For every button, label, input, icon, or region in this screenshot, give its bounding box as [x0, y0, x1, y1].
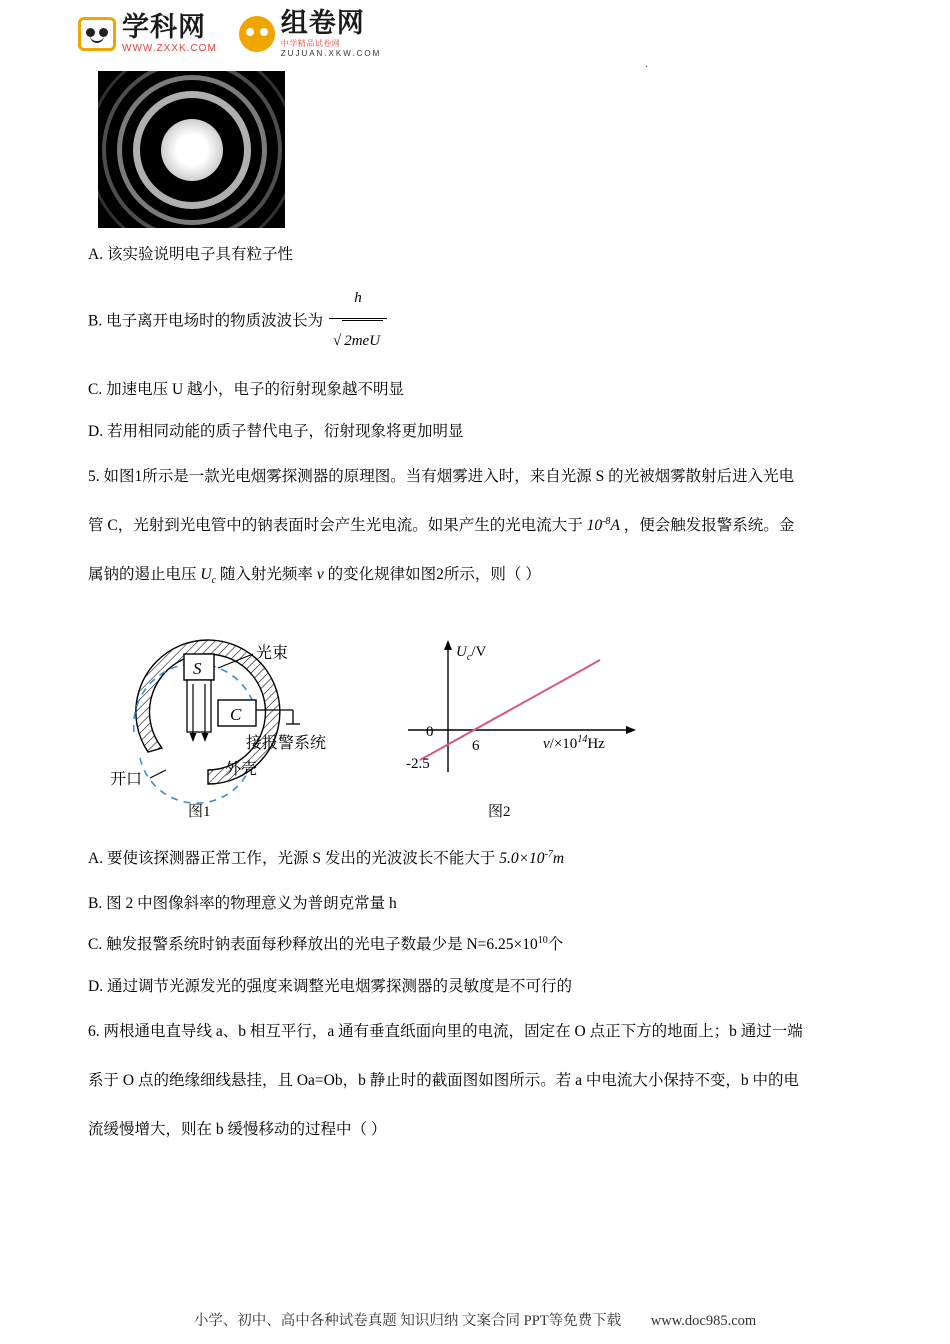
fraction-denominator: √ 2meU [329, 318, 387, 361]
document-content-lower [88, 840, 878, 1159]
footer-site-link[interactable]: www.doc985.com [650, 1313, 757, 1329]
q5-option-a-prefix: A. 要使该探测器正常工作，光源 S 发出的光波波长不能大于 [88, 850, 496, 867]
site-logos [78, 10, 381, 58]
q5-stem-line3-a: 属钠的遏止电压 [88, 565, 197, 583]
q4-option-b-fraction [329, 279, 387, 361]
robot-face-icon [78, 17, 116, 51]
fig2-xlabel: $\nu/\times 10^{14}Hz$ [543, 734, 605, 752]
page-footer [0, 1309, 950, 1330]
logo-zujuanwang [239, 10, 381, 58]
q5-option-d: D. 通过调节光源发光的强度来调整光电烟雾探测器的灵敏度是不可行的 [88, 977, 572, 995]
q5-option-c-exp: 10 [537, 935, 548, 947]
q5-stem-line3-c: 的变化规律如图2所示，则（ ） [327, 565, 541, 583]
footer-text: 小学、初中、高中各种试卷真题 知识归纳 文案合同 PPT等免费下载 [193, 1313, 622, 1329]
q5-stem-line2 [88, 507, 878, 546]
fig1-label-S: S [193, 659, 202, 678]
fig2-ylabel: $U_c/V$ [456, 644, 487, 663]
q4-option-b-prefix: B. 电子离开电场时的物质波波长为 [88, 313, 324, 330]
q6-stem-line1: 6. 两根通电直导线 a、b 相互平行，a 通有垂直纸面向里的电流，固定在 O 点正下方的地面上；b 通过一端 [88, 1023, 803, 1041]
fig1-label-C: C [230, 705, 242, 724]
q5-option-a-value: $5.0\times 10^{-7}m$ [499, 848, 565, 867]
q4-option-d: D. 若用相同动能的质子替代电子，衍射现象将更加明显 [88, 422, 464, 440]
logo-zujuanwang-text: 组卷网 [280, 8, 365, 38]
fig2-xtick-6: 6 [472, 738, 480, 754]
figure2-caption: 图2 [488, 804, 511, 820]
logo-zujuanwang-tagline: 中学精品试卷网 [280, 39, 341, 48]
q6-stem-line2: 系于 O 点的绝缘细线悬挂，且 Oa=Ob，b 静止时的截面图如图所示。若 a 中电流大小保持不变，b 中的电 [88, 1071, 799, 1089]
q6-stem-line3: 流缓慢增大，则在 b 缓慢移动的过程中（ ） [88, 1120, 387, 1138]
fig1-label-opening: 开口 [110, 771, 143, 788]
q5-symbol-uc: $U_c$ [200, 565, 217, 586]
q5-option-a [88, 840, 878, 879]
q5-threshold-current: $10^{-8}A$ [586, 515, 620, 535]
q5-stem-line3-b: 随入射光频率 [219, 565, 313, 583]
fig2-origin: 0 [426, 724, 434, 740]
question5-figures [88, 632, 888, 832]
fig1-label-shell: 外壳 [225, 761, 258, 778]
document-content [88, 240, 878, 605]
figure1-smoke-detector [110, 640, 326, 803]
q5-stem-line2-b: ，便会触发报警系统。金 [623, 517, 795, 535]
logo-zujuanwang-url: ZUJUAN.XKW.COM [280, 49, 382, 58]
fig1-label-alarm: 接报警系统 [246, 735, 327, 752]
fraction-numerator: h [354, 290, 362, 307]
q5-option-c-prefix: C. 触发报警系统时钠表面每秒释放出的光电子数最少是 N=6.25×10 [88, 936, 538, 954]
q4-option-c: C. 加速电压 U 越小，电子的衍射现象越不明显 [88, 381, 405, 399]
circle-face-icon [239, 16, 275, 52]
q5-stem-line3 [88, 556, 878, 595]
logo-xuekewang [78, 14, 217, 54]
q5-option-b: B. 图 2 中图像斜率的物理意义为普朗克常量 h [88, 894, 397, 912]
q4-option-a: A. 该实验说明电子具有粒子性 [88, 246, 293, 263]
page-dot-mark: . [645, 56, 648, 70]
q5-option-c-suffix: 个 [547, 936, 564, 954]
figure1-caption: 图1 [188, 804, 211, 820]
logo-xuekewang-text: 学科网 [122, 12, 206, 42]
q5-stem-line1: 5. 如图1所示是一款光电烟雾探测器的原理图。当有烟雾进入时，来自光源 S 的光被烟雾散射后进入光电 [88, 468, 795, 486]
logo-xuekewang-url: WWW.ZXXK.COM [122, 43, 217, 54]
q5-option-c [88, 930, 878, 959]
q5-symbol-nu: ν [316, 565, 324, 583]
electron-diffraction-image [98, 71, 285, 228]
q4-option-b [88, 281, 878, 363]
fig2-yintercept: -2.5 [406, 756, 430, 772]
fig1-label-beam: 光束 [256, 645, 289, 662]
figure2-graph [406, 640, 636, 772]
q5-stem-line2-a: 管 C，光射到光电管中的钠表面时会产生光电流。如果产生的光电流大于 [88, 517, 583, 535]
